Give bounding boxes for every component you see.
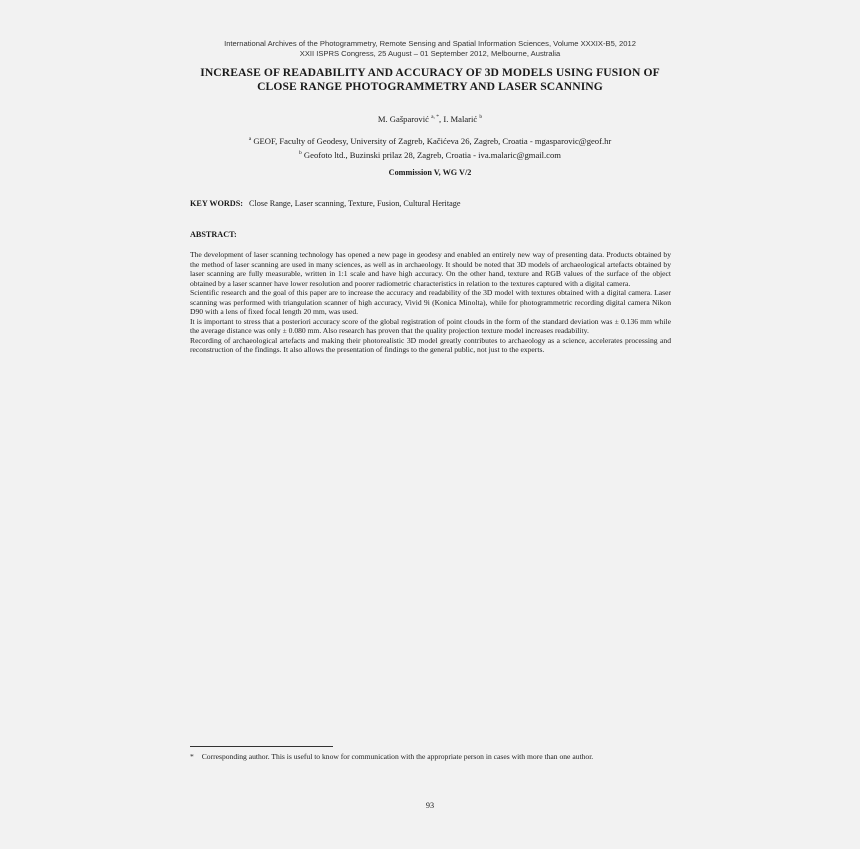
abstract-heading: ABSTRACT:	[190, 230, 237, 239]
keywords-label: KEY WORDS:	[190, 199, 243, 208]
page-number: 93	[425, 801, 435, 810]
footnote-text: Corresponding author. This is useful to know for communication with the appropriate person in cases with more than one author.	[201, 752, 594, 761]
author-list	[0, 112, 860, 125]
header-line-1: International Archives of the Photogrammetry, Remote Sensing and Spatial Information Sciences, Volume XXXIX-B5, 2012	[224, 39, 636, 48]
author-2: I. Malarić	[443, 113, 478, 124]
affiliation-a-mark: a	[248, 136, 252, 142]
keywords	[190, 198, 670, 209]
affiliation-list	[0, 133, 860, 161]
author-1: M. Gašparović	[377, 113, 429, 124]
abstract-paragraph: It is important to stress that a posteriori accuracy score of the global registration of point clouds in the form of the standard deviation was ± 0.136 mm while the average distance was only ± 0.080 mm. Also research has proven that the quality projection texture model increases readability.	[190, 316, 671, 335]
affiliation-a	[0, 133, 860, 147]
keywords-text: Close Range, Laser scanning, Texture, Fusion, Cultural Heritage	[249, 199, 461, 208]
header-line-2: XXII ISPRS Congress, 25 August – 01 September 2012, Melbourne, Australia	[299, 49, 561, 58]
abstract-body	[190, 250, 671, 355]
title-line-1: INCREASE OF READABILITY AND ACCURACY OF 3D MODELS USING FUSION OF	[200, 66, 660, 79]
abstract-paragraph: Scientific research and the goal of this paper are to increase the accuracy and readability of the 3D model with textures obtained with a digital camera. Laser scanning was performed with triangulation scanner of high accuracy, Vivid 9i (Konica Minolta), while for photogrammetric recording digital camera Nikon D90 with a lens of fixed focal length 20 mm, was used.	[190, 288, 671, 316]
author-2-affiliation-mark: b	[479, 114, 483, 120]
author-separator: ,	[439, 113, 444, 124]
author-1-affiliation-mark: a, *	[431, 114, 440, 120]
paper-title	[150, 66, 710, 94]
affiliation-b-mark: b	[299, 149, 302, 156]
affiliation-b	[0, 147, 860, 161]
affiliation-a-text: GEOF, Faculty of Geodesy, University of Zagreb, Kačićeva 26, Zagreb, Croatia - mgasparovic@geof.hr	[253, 135, 612, 146]
abstract-paragraph: Recording of archaeological artefacts and making their photorealistic 3D model greatly contributes to archaeology as a science, accelerates processing and reconstruction of the findings. It also allows the presentation of findings to the general public, not just to the experts.	[190, 335, 671, 354]
commission-line: Commission V, WG V/2	[388, 168, 472, 177]
title-line-2: CLOSE RANGE PHOTOGRAMMETRY AND LASER SCANNING	[257, 80, 603, 93]
footnote	[190, 752, 680, 762]
affiliation-b-text: Geofoto ltd., Buzinski prilaz 28, Zagreb, Croatia - iva.malaric@gmail.com	[303, 149, 561, 160]
footnote-mark: *	[190, 752, 194, 761]
abstract-paragraph: The development of laser scanning technology has opened a new page in geodesy and enabled an entirely new way of presenting data. Products obtained by the method of laser scanning are used in many sciences, as well as in archaeology. It should be noted that 3D models of archaeological artefacts obtained by laser scanning are fully measurable, written in 1:1 scale and have high accuracy. On the other hand, texture and RGB values of the surface of the object obtained by a laser scanner have lower resolution and poorer radiometric characteristics in relation to the textures captured with a digital camera.	[190, 250, 671, 288]
running-header	[0, 39, 860, 59]
footnote-divider	[190, 746, 333, 747]
